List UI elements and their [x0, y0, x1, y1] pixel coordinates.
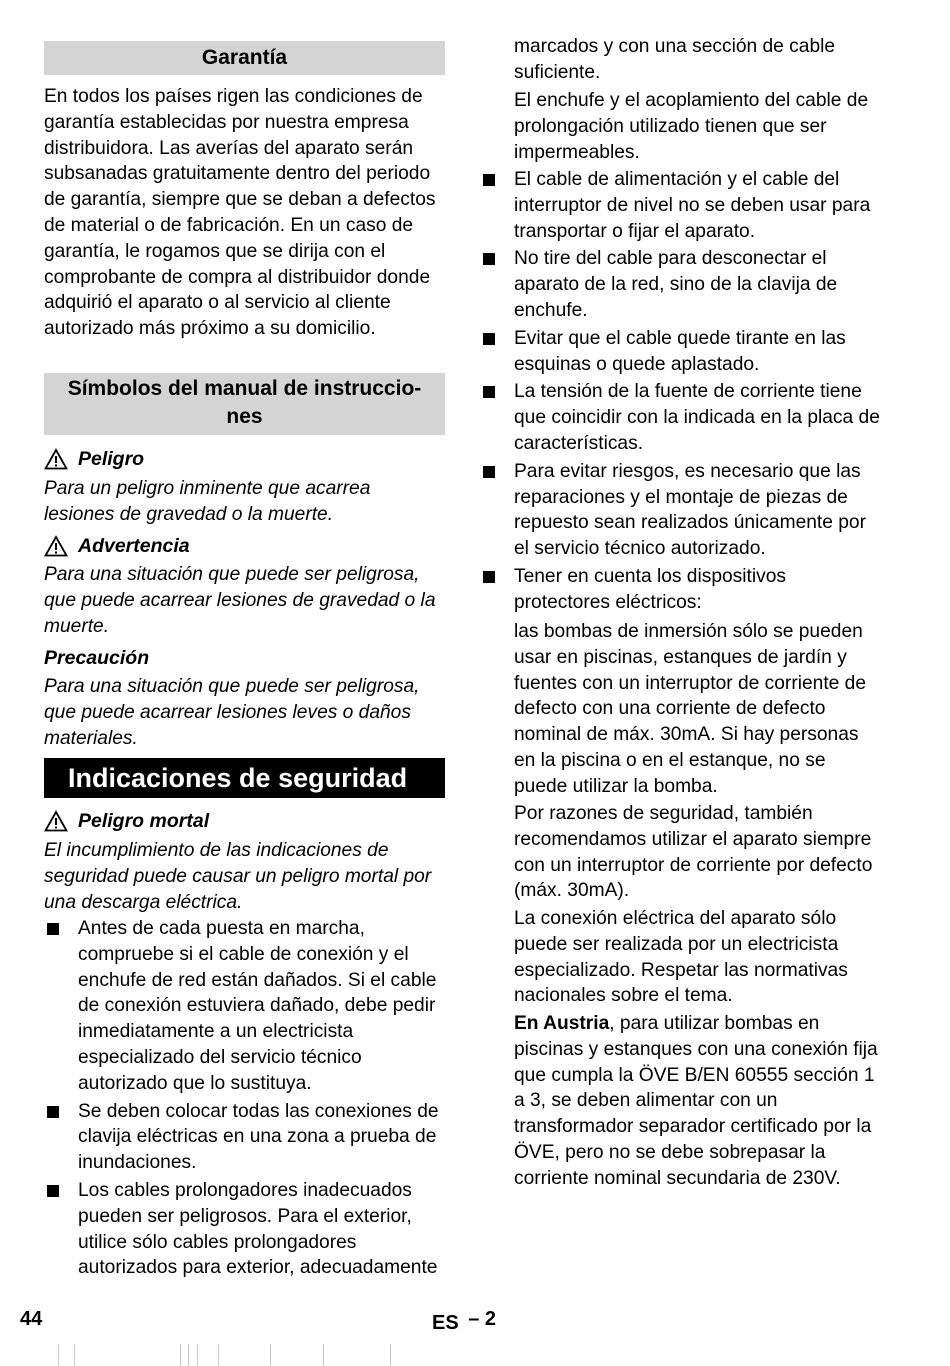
list-item [44, 1099, 445, 1176]
danger-text: Para un peligro inminente que acarrea lesiones de gravedad o la muerte. [44, 478, 371, 525]
print-mark [323, 1344, 324, 1366]
print-mark [390, 1344, 391, 1366]
continued-text-2: El enchufe y el acoplamiento del cable de prolongación utilizado tienen que ser impermeables. [514, 90, 869, 163]
list-item-text: Evitar que el cable quede tirante en las esquinas o quede aplastado. [514, 327, 846, 375]
warranty-heading: Garantía [44, 41, 445, 75]
bullet-square-icon [47, 1185, 59, 1197]
list-item [480, 246, 882, 323]
electrician-paragraph: La conexión eléctrica del aparato sólo puede ser realizada por un electricista especializado. Respetar las normativas nacionales sobre el tema. [514, 908, 848, 1007]
print-mark [74, 1344, 75, 1366]
list-item-text: No tire del cable para desconectar el aparato de la red, sino de la clavija de enchufe. [514, 248, 838, 321]
footer-section-label [432, 1308, 497, 1334]
rcd-paragraph: las bombas de inmersión sólo se pueden usar en piscinas, estanques de jardín y fuentes con un interruptor de corriente de defecto con una corriente de defecto nominal de máx. 30mA. Si hay personas en la piscina o en el estanque, no se puede utilizar la bomba. [514, 621, 866, 797]
print-mark [188, 1344, 189, 1366]
list-item-text: Los cables prolongadores inadecuados pueden ser peligrosos. Para el exterior, utilice sólo cables prolongadores autorizados para exterior, adecuadamente [78, 1179, 438, 1279]
caution-label [44, 645, 149, 671]
safety-bullet-list [44, 916, 445, 1281]
mortal-danger-label [44, 808, 209, 834]
danger-label [44, 446, 144, 472]
warranty-text: En todos los países rigen las condiciones de garantía establecidas por nuestra empresa distribuidora. Las averías del aparato serán subsanadas gratuitamente dentro del periodo de garantía, siempre que se deban a defectos de material o de fabricación. En un caso de garantía, le rogamos que se dirija con el comprobante de compra al distribuidor donde adquirió el aparato o al servicio al cliente autorizado más próximo a su domicilio. [44, 86, 436, 340]
mortal-danger-label-text: Peligro mortal [78, 810, 210, 832]
caution-label-text: Precaución [44, 647, 150, 669]
list-item [44, 916, 445, 1097]
list-item-text: Antes de cada puesta en marcha, compruebe si el cable de conexión y el enchufe de red están dañados. Si el cable de conexión estuviera dañado, debe pedir inmediatamente a un electricista especializado del servicio técnico autorizado que lo sustituya. [78, 918, 437, 1094]
safety-recommendation-paragraph: Por razones de seguridad, también recomendamos utilizar el aparato siempre con un interruptor de corriente por defecto (máx. 30mA). [514, 803, 873, 902]
list-item-text: La tensión de la fuente de corriente tiene que coincidir con la indicada en la placa de características. [514, 381, 880, 454]
list-item [480, 167, 882, 244]
austria-paragraph [480, 1011, 882, 1192]
caution-text: Para una situación que puede ser peligrosa, que puede acarrear lesiones leves o daños materiales. [44, 676, 420, 749]
bullet-square-icon [47, 923, 59, 935]
right-bullet-list [480, 167, 882, 616]
symbols-heading [44, 373, 445, 435]
symbols-heading-line1: Símbolos del manual de instruccio- [67, 377, 422, 400]
bullet-square-icon [483, 386, 495, 398]
warning-triangle-icon [44, 448, 68, 470]
print-mark [197, 1344, 198, 1366]
safety-heading: Indicaciones de seguridad [44, 758, 445, 798]
bullet-square-icon [483, 466, 495, 478]
warning-triangle-icon [44, 535, 68, 557]
warning-label-text: Advertencia [78, 535, 190, 557]
mortal-danger-text: El incumplimiento de las indicaciones de seguridad puede causar un peligro mortal por una descarga eléctrica. [44, 840, 432, 913]
list-item [44, 1178, 445, 1281]
list-item-text: Para evitar riesgos, es necesario que las reparaciones y el montaje de piezas de repuesto sean realizados únicamente por el servicio técnico autorizado. [514, 460, 866, 560]
page-number: 44 [20, 1308, 43, 1330]
bullet-square-icon [47, 1106, 59, 1118]
warning-label [44, 533, 190, 559]
warning-text: Para una situación que puede ser peligrosa, que puede acarrear lesiones de gravedad o la muerte. [44, 564, 436, 637]
austria-text: , para utilizar bombas en piscinas y estanques con una conexión fija que cumpla la ÖVE B/EN 60555 sección 1 a 3, se deben alimentar con un transformador separador certificado por la ÖVE, pero no se debe sobrepasar la corriente nominal secundaria de 230V. [514, 1013, 878, 1189]
warning-triangle-icon [44, 810, 68, 832]
bullet-square-icon [483, 333, 495, 345]
list-item [480, 326, 882, 378]
print-mark [180, 1344, 181, 1366]
footer-lang: ES [432, 1312, 459, 1334]
list-item-text: El cable de alimentación y el cable del interruptor de nivel no se deben usar para transportar o fijar el aparato. [514, 169, 871, 242]
list-item [480, 459, 882, 562]
austria-bold-label: En Austria [514, 1013, 610, 1034]
print-mark [58, 1344, 59, 1366]
footer-section-number: – 2 [468, 1308, 497, 1330]
list-item-text: Tener en cuenta los dispositivos protectores eléctricos: [514, 565, 786, 613]
bullet-square-icon [483, 174, 495, 186]
continued-text-1: marcados y con una sección de cable suficiente. [514, 36, 836, 83]
bullet-square-icon [483, 571, 495, 583]
list-item [480, 379, 882, 456]
danger-label-text: Peligro [78, 448, 145, 470]
print-mark [270, 1344, 271, 1366]
bullet-square-icon [483, 253, 495, 265]
symbols-heading-line2: nes [226, 405, 263, 428]
list-item-text: Se deben colocar todas las conexiones de clavija eléctricas en una zona a prueba de inundaciones. [78, 1100, 439, 1174]
list-item [480, 564, 882, 616]
print-mark [218, 1344, 219, 1366]
